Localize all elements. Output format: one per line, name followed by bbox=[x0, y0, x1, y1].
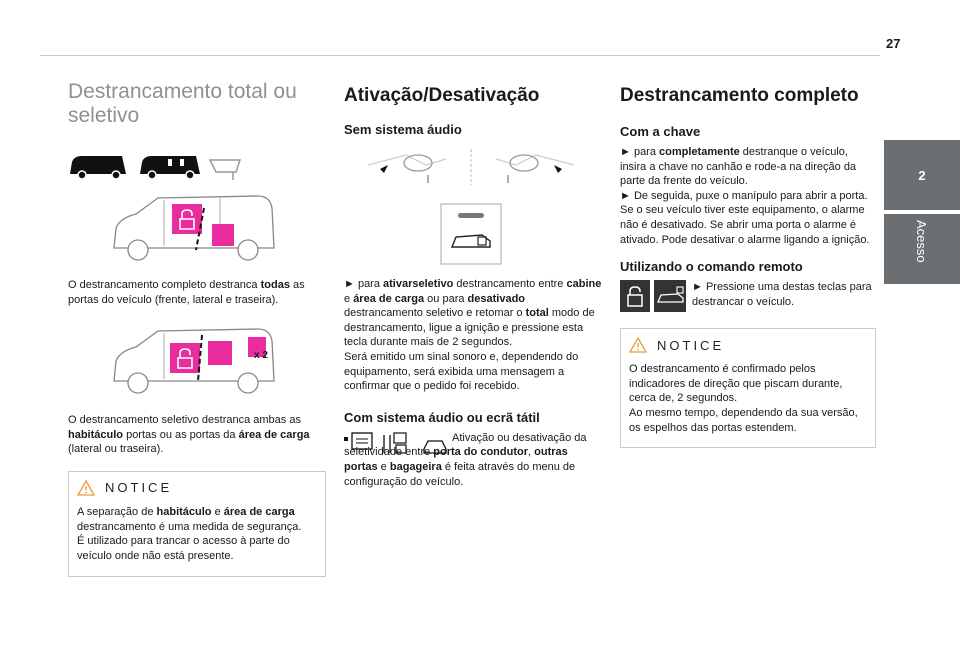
van-diagram-selective-unlock bbox=[108, 321, 278, 399]
notice-title: NOTICE bbox=[105, 480, 173, 496]
header-rule bbox=[40, 55, 880, 56]
chapter-tab-text: Acesso bbox=[914, 220, 929, 263]
subtitle-with-audio: Com sistema áudio ou ecrã tátil bbox=[344, 409, 540, 425]
column-middle bbox=[344, 80, 602, 495]
x2-label: x 2 bbox=[254, 350, 268, 361]
van-silhouettes-icon bbox=[68, 150, 248, 182]
column-left bbox=[68, 80, 326, 577]
warning-triangle-icon bbox=[629, 337, 647, 353]
notice-box-left bbox=[68, 471, 326, 577]
page-number: 27 bbox=[886, 36, 901, 51]
dashboard-illustration bbox=[366, 145, 576, 189]
para-full-unlock: O destrancamento completo destranca todas as portas do veículo (frente, lateral e traseira). bbox=[68, 279, 305, 306]
para-remote: ► Pressione uma destas teclas para destrancar o veículo. bbox=[692, 281, 872, 308]
para-pull-handle: ► De seguida, puxe o manípulo para abrir a porta. bbox=[620, 189, 868, 202]
para-key-instructions: ► para completamente destranque o veículo, insira a chave no canhão e rode-a na direção da parte da frente do veículo. bbox=[620, 146, 857, 188]
section-title-unlocking: Destrancamento total ou seletivo bbox=[68, 80, 297, 127]
remote-block bbox=[620, 280, 876, 316]
section-title-complete-unlock: Destrancamento completo bbox=[620, 85, 859, 106]
van-diagram-full-unlock bbox=[108, 188, 278, 266]
para-selective-unlock: O destrancamento seletivo destranca ambas as habitáculo portas ou as portas da área de carga (lateral ou traseira). bbox=[68, 414, 310, 456]
remote-unlock-buttons-icon bbox=[620, 280, 688, 314]
chapter-tab-label[interactable] bbox=[884, 214, 960, 284]
audio-settings-block bbox=[344, 431, 602, 495]
para-activation: ► para ativarseletivo destrancamento entre cabine e área de carga ou para desativado destrancamento seletivo e retomar o total modo de destrancamento, ligue a ignição e pressione esta tecla durante mais de 2 segundos. Será emitido um sinal sonoro e, dependendo do equipamento, será exibida uma mensagem a confirmar que o pedido foi recebido. bbox=[344, 278, 602, 393]
section-title-activation: Ativação/Desativação bbox=[344, 85, 540, 106]
chapter-tab-number[interactable]: 2 bbox=[884, 140, 960, 210]
notice-text: O destrancamento é confirmado pelos indicadores de direção que piscam durante, cerca de, 2 segundos. Ao mesmo tempo, dependendo da sua versão, os espelhos das portas estendem. bbox=[629, 363, 858, 434]
notice-text: A separação de habitáculo e área de carga destrancamento é uma medida de segurança. É utilizado para trancar o acesso à parte do veículo onde não está presente. bbox=[77, 505, 302, 562]
column-right bbox=[620, 80, 876, 448]
notice-box-right bbox=[620, 328, 876, 448]
selective-button-icon bbox=[440, 203, 502, 265]
para-alarm-note: Se o seu veículo tiver este equipamento, o alarme não é desativado. Se abrir uma porta o alarme é ativado. Pode desativar o alarme ligando a ignição. bbox=[620, 204, 870, 246]
para-audio-settings: Ativação ou desativação da seletividade entre porta do condutor, outras portas e bagageira é feita através do menu de configuração do veículo. bbox=[344, 431, 587, 488]
notice-title: NOTICE bbox=[657, 337, 725, 353]
subtitle-remote: Utilizando o comando remoto bbox=[620, 259, 803, 275]
subtitle-no-audio: Sem sistema áudio bbox=[344, 122, 462, 137]
warning-triangle-icon bbox=[77, 480, 95, 496]
subtitle-with-key: Com a chave bbox=[620, 124, 701, 139]
